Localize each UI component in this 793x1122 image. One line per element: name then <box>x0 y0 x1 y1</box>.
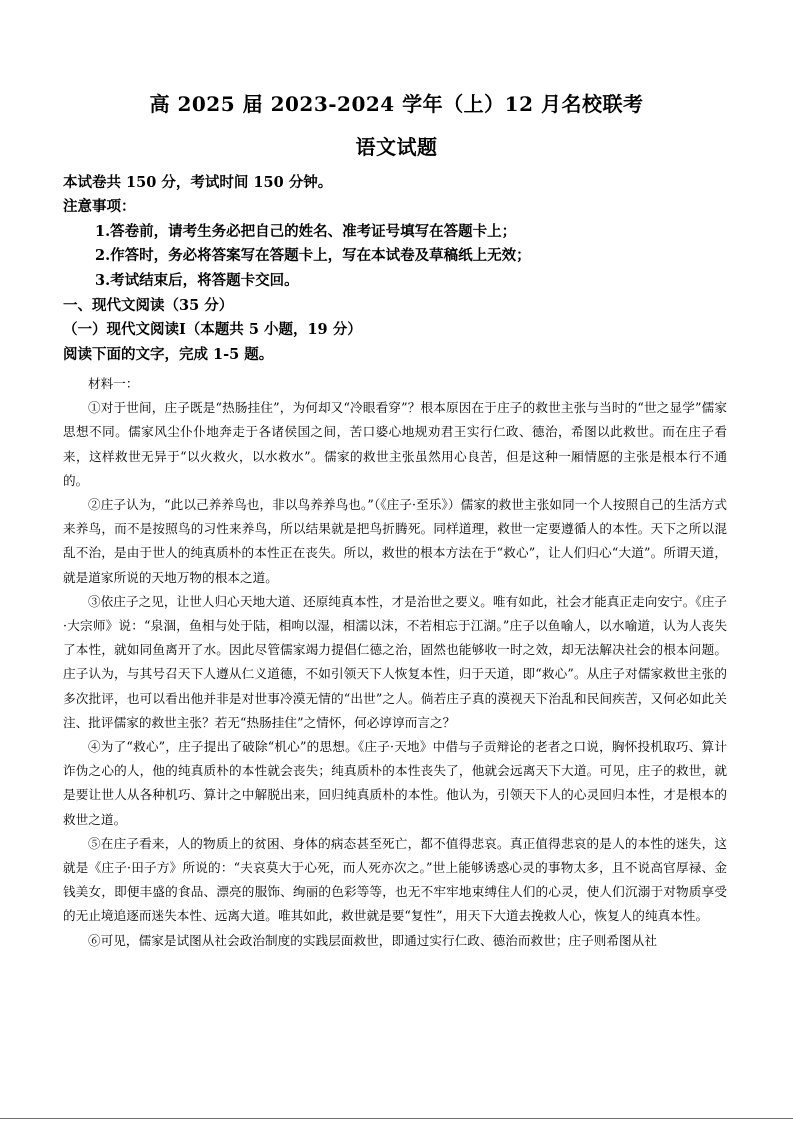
notice-item-1: 1.答卷前，请考生务必把自己的姓名、准考证号填写在答题卡上； <box>95 223 517 240</box>
exam-summary: 本试卷共 150 分，考试时间 150 分钟。 <box>63 174 333 191</box>
subsection-title: （一）现代文阅读Ⅰ（本题共 5 小题，19 分） <box>63 321 362 338</box>
notice-label: 注意事项： <box>63 198 136 215</box>
reading-task: 阅读下面的文字，完成 1-5 题。 <box>63 346 274 363</box>
notice-item-3: 3.考试结束后，将答题卡交回。 <box>95 272 299 289</box>
material-paragraph-1: ①对于世间，庄子既是“热肠挂住”，为何却又“冷眼看穿”？根本原因在于庄子的救世主张与当时的“世之显学”儒家思想不同。儒家风尘仆仆地奔走于各诸侯国之间，苦口婆心地规劝君王实行仁政、德治，希图以此救世。而在庄子看来，这样救世无异于“以火救火，以水救水”。儒家的救世主张虽然用心良苦，但是这种一厢情愿的主张是根本行不通的。 <box>63 400 727 488</box>
notice-item-2: 2.作答时，务必将答案写在答题卡上，写在本试卷及草稿纸上无效； <box>95 247 531 264</box>
material-paragraph-2: ②庄子认为，“此以己养养鸟也，非以鸟养养鸟也。”（《庄子·至乐》）儒家的救世主张如同一个人按照自己的生活方式来养鸟，而不是按照鸟的习性来养鸟，所以结果就是把鸟折腾死。同样道理，救世一定要遵循人的本性。天下之所以混乱不治，是由于世人的纯真质朴的本性正在丧失。所以，救世的根本方法在于“救心”，让人们归心“大道”。所谓天道，就是道家所说的天地万物的根本之道。 <box>63 497 727 585</box>
section-title: 一、现代文阅读（35 分） <box>63 297 234 314</box>
material-paragraph-6: ⑥可见，儒家是试图从社会政治制度的实践层面救世，即通过实行仁政、德治而救世；庄子则希图从社 <box>88 932 657 948</box>
material-paragraph-5: ⑤在庄子看来，人的物质上的贫困、身体的病态甚至死亡，都不值得悲哀。真正值得悲哀的是人的本性的迷失，这就是《庄子·田子方》所说的：“夫哀莫大于心死，而人死亦次之。”世上能够诱惑心灵的事物太多，且不说高官厚禄、金钱美女，即便丰盛的食品、漂亮的服饰、绚丽的色彩等等，也无不牢牢地束缚住人们的心灵，使人们沉溺于对物质享受的无止境追逐而迷失本性、远离大道。唯其如此，救世就是要“复性”，用天下大道去挽救人心，恢复人的纯真本性。 <box>63 835 727 924</box>
page-bottom-divider <box>0 1118 793 1119</box>
exam-title: 高 2025 届 2023-2024 学年（上）12 月名校联考 <box>149 92 644 116</box>
material-paragraph-3: ③依庄子之见，让世人归心天地大道、还原纯真本性，才是治世之要义。唯有如此，社会才能真正走向安宁。《庄子·大宗师》说：“泉涸，鱼相与处于陆，相呴以湿，相濡以沫，不若相忘于江湖。”庄子以鱼喻人，以水喻道，认为人丧失了本性，就如同鱼离开了水。因此尽管儒家竭力提倡仁德之治，固然也能够收一时之效，却无法解决社会的根本问题。庄子认为，与其号召天下人遵从仁义道德，不如引领天下人恢复本性，归于天道，即“救心”。从庄子对儒家救世主张的多次批评，也可以看出他并非是对世事冷漠无情的“出世”之人。倘若庄子真的漠视天下治乱和民间疾苦，又何必如此关注、批评儒家的救世主张？若无“热肠挂住”之情怀，何必谆谆而言之？ <box>63 593 727 730</box>
material-label: 材料一： <box>88 376 139 391</box>
exam-subject-title: 语文试题 <box>355 135 438 159</box>
material-paragraph-4: ④为了“救心”，庄子提出了破除“机心”的思想。《庄子·天地》中借与子贡辩论的老者之口说，胸怀投机取巧、算计诈伪之心的人，他的纯真质朴的本性就会丧失；纯真质朴的本性丧失了，他就会远离天下大道。可见，庄子的救世，就是要让世人从各种机巧、算计之中解脱出来，回归纯真质朴的本性。他认为，引领天下人的心灵回归本性，才是根本的救世之道。 <box>63 739 727 827</box>
material-body <box>63 372 727 953</box>
